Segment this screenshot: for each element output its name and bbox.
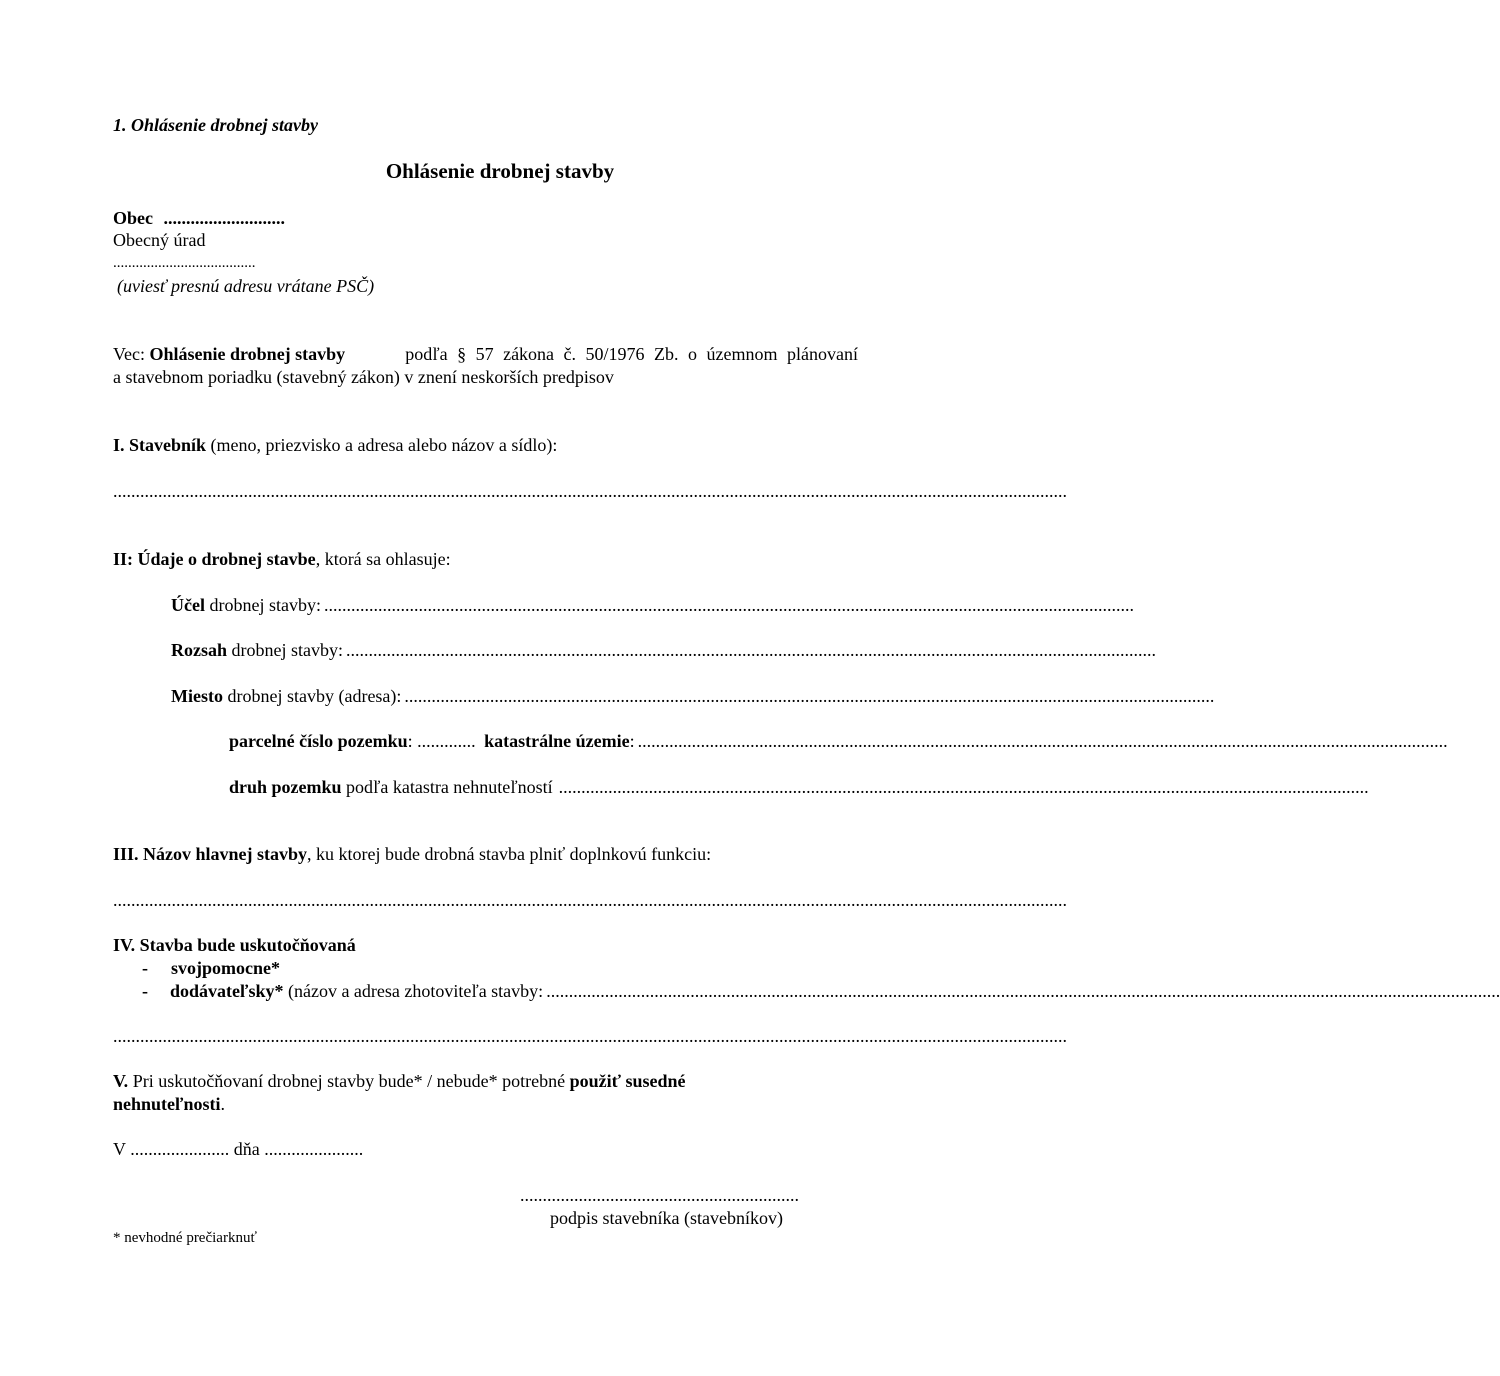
option-svojpomocne <box>142 957 280 979</box>
section-5-nehnutelnosti: nehnuteľnosti <box>113 1094 221 1114</box>
address-hint: (uviesť presnú adresu vrátane PSČ) <box>117 276 375 296</box>
subject-line-2: a stavebnom poriadku (stavebný zákon) v znení neskorších predpisov <box>113 367 614 387</box>
obec-label: Obec <box>113 208 153 228</box>
ucel-field[interactable]: .................................................................................................................................................................................... <box>323 595 1134 615</box>
subject-prefix: Vec: <box>113 344 145 364</box>
section-4-title: IV. Stavba bude uskutočňovaná <box>113 935 356 955</box>
section-1-desc: (meno, priezvisko a adresa alebo názov a sídlo): <box>210 435 558 455</box>
hlavna-stavba-field[interactable]: .................................................................................................................................................................................................................... <box>113 890 1067 910</box>
signature-field[interactable]: .............................................................. <box>520 1185 799 1205</box>
section-3-heading <box>113 843 711 865</box>
obecny-urad-label: Obecný úrad <box>113 230 206 250</box>
rozsah-label: Rozsah <box>171 640 228 660</box>
svojpomocne-label[interactable]: svojpomocne* <box>171 958 280 978</box>
miesto-field[interactable]: .................................................................................................................................................................................... <box>404 686 1215 706</box>
katastralne-label: katastrálne územie <box>484 731 630 751</box>
section-5-line-2 <box>113 1093 225 1115</box>
druh-label: druh pozemku <box>229 777 342 797</box>
dash-1: - <box>142 958 148 978</box>
parcelne-field[interactable]: ............. <box>417 731 476 751</box>
option-dodavatelsky <box>142 980 1500 1002</box>
section-1-title: I. Stavebník <box>113 435 207 455</box>
dodavatelsky-desc: (názov a adresa zhotoviteľa stavby: <box>287 981 544 1001</box>
section-2-desc: , ktorá sa ohlasuje: <box>315 549 451 569</box>
katastralne-field[interactable]: .................................................................................................................................................................................... <box>637 731 1448 751</box>
miesto-row <box>171 685 1215 707</box>
section-3-desc: , ku ktorej bude drobná stavba plniť doplnkovú funkciu: <box>307 844 712 864</box>
section-label: 1. Ohlásenie drobnej stavby <box>113 115 318 135</box>
miesto-desc: drobnej stavby (adresa): <box>227 686 402 706</box>
place-date-line <box>113 1138 363 1160</box>
miesto-label: Miesto <box>171 686 223 706</box>
dodavatelsky-label[interactable]: dodávateľsky* <box>170 981 284 1001</box>
footnote: * nevhodné prečiarknuť <box>113 1230 257 1246</box>
document-title: Ohlásenie drobnej stavby <box>385 159 615 183</box>
druh-field[interactable]: .................................................................................................................................................................................... <box>558 777 1369 797</box>
rozsah-field[interactable]: .................................................................................................................................................................................... <box>346 640 1156 660</box>
rozsah-row <box>171 639 1156 661</box>
v-label: V <box>113 1139 126 1159</box>
section-2-title: II: Údaje o drobnej stavbe <box>113 549 316 569</box>
subject-title: Ohlásenie drobnej stavby <box>149 344 346 364</box>
stavebnik-field[interactable]: .................................................................................................................................................................................................................... <box>113 481 1067 501</box>
section-5-text: Pri uskutočňovaní drobnej stavby bude* / nebude* potrebné <box>132 1071 566 1091</box>
rozsah-desc: drobnej stavby: <box>231 640 343 660</box>
druh-row <box>229 776 1369 798</box>
parcelne-label: parcelné číslo pozemku <box>229 731 408 751</box>
dna-label: dňa <box>233 1139 260 1159</box>
section-1-heading <box>113 434 557 456</box>
parcelne-colon: : <box>407 731 413 751</box>
zhotovitel-field[interactable]: .................................................................................................................................................................................................................... <box>546 981 1500 1001</box>
katastralne-colon: : <box>629 731 635 751</box>
parcela-row <box>229 730 1448 752</box>
zhotovitel-field-2[interactable]: .................................................................................................................................................................................................................... <box>113 1026 1067 1046</box>
section-2-heading <box>113 548 451 570</box>
place-field[interactable]: ...................... <box>130 1139 230 1159</box>
druh-desc: podľa katastra nehnuteľností <box>346 777 553 797</box>
subject-rest: podľa § 57 zákona č. 50/1976 Zb. o územnom plánovaní <box>405 344 858 364</box>
section-5-bold-text: použiť susedné <box>569 1071 686 1091</box>
dash-2: - <box>142 981 148 1001</box>
subject-line-1 <box>113 343 858 365</box>
ucel-desc: drobnej stavby: <box>209 595 321 615</box>
date-field[interactable]: ...................... <box>264 1139 364 1159</box>
ucel-row <box>171 594 1134 616</box>
signature-label: podpis stavebníka (stavebníkov) <box>550 1208 783 1228</box>
section-3-title: III. Názov hlavnej stavby <box>113 844 308 864</box>
section-5-line-1 <box>113 1070 686 1092</box>
obec-field[interactable]: ........................... <box>163 208 285 228</box>
obec-line <box>113 207 285 229</box>
ucel-label: Účel <box>171 595 205 615</box>
section-5-period: . <box>220 1094 225 1114</box>
section-5-number: V. <box>113 1071 129 1091</box>
urad-address-field[interactable]: ...................................... <box>113 255 256 271</box>
